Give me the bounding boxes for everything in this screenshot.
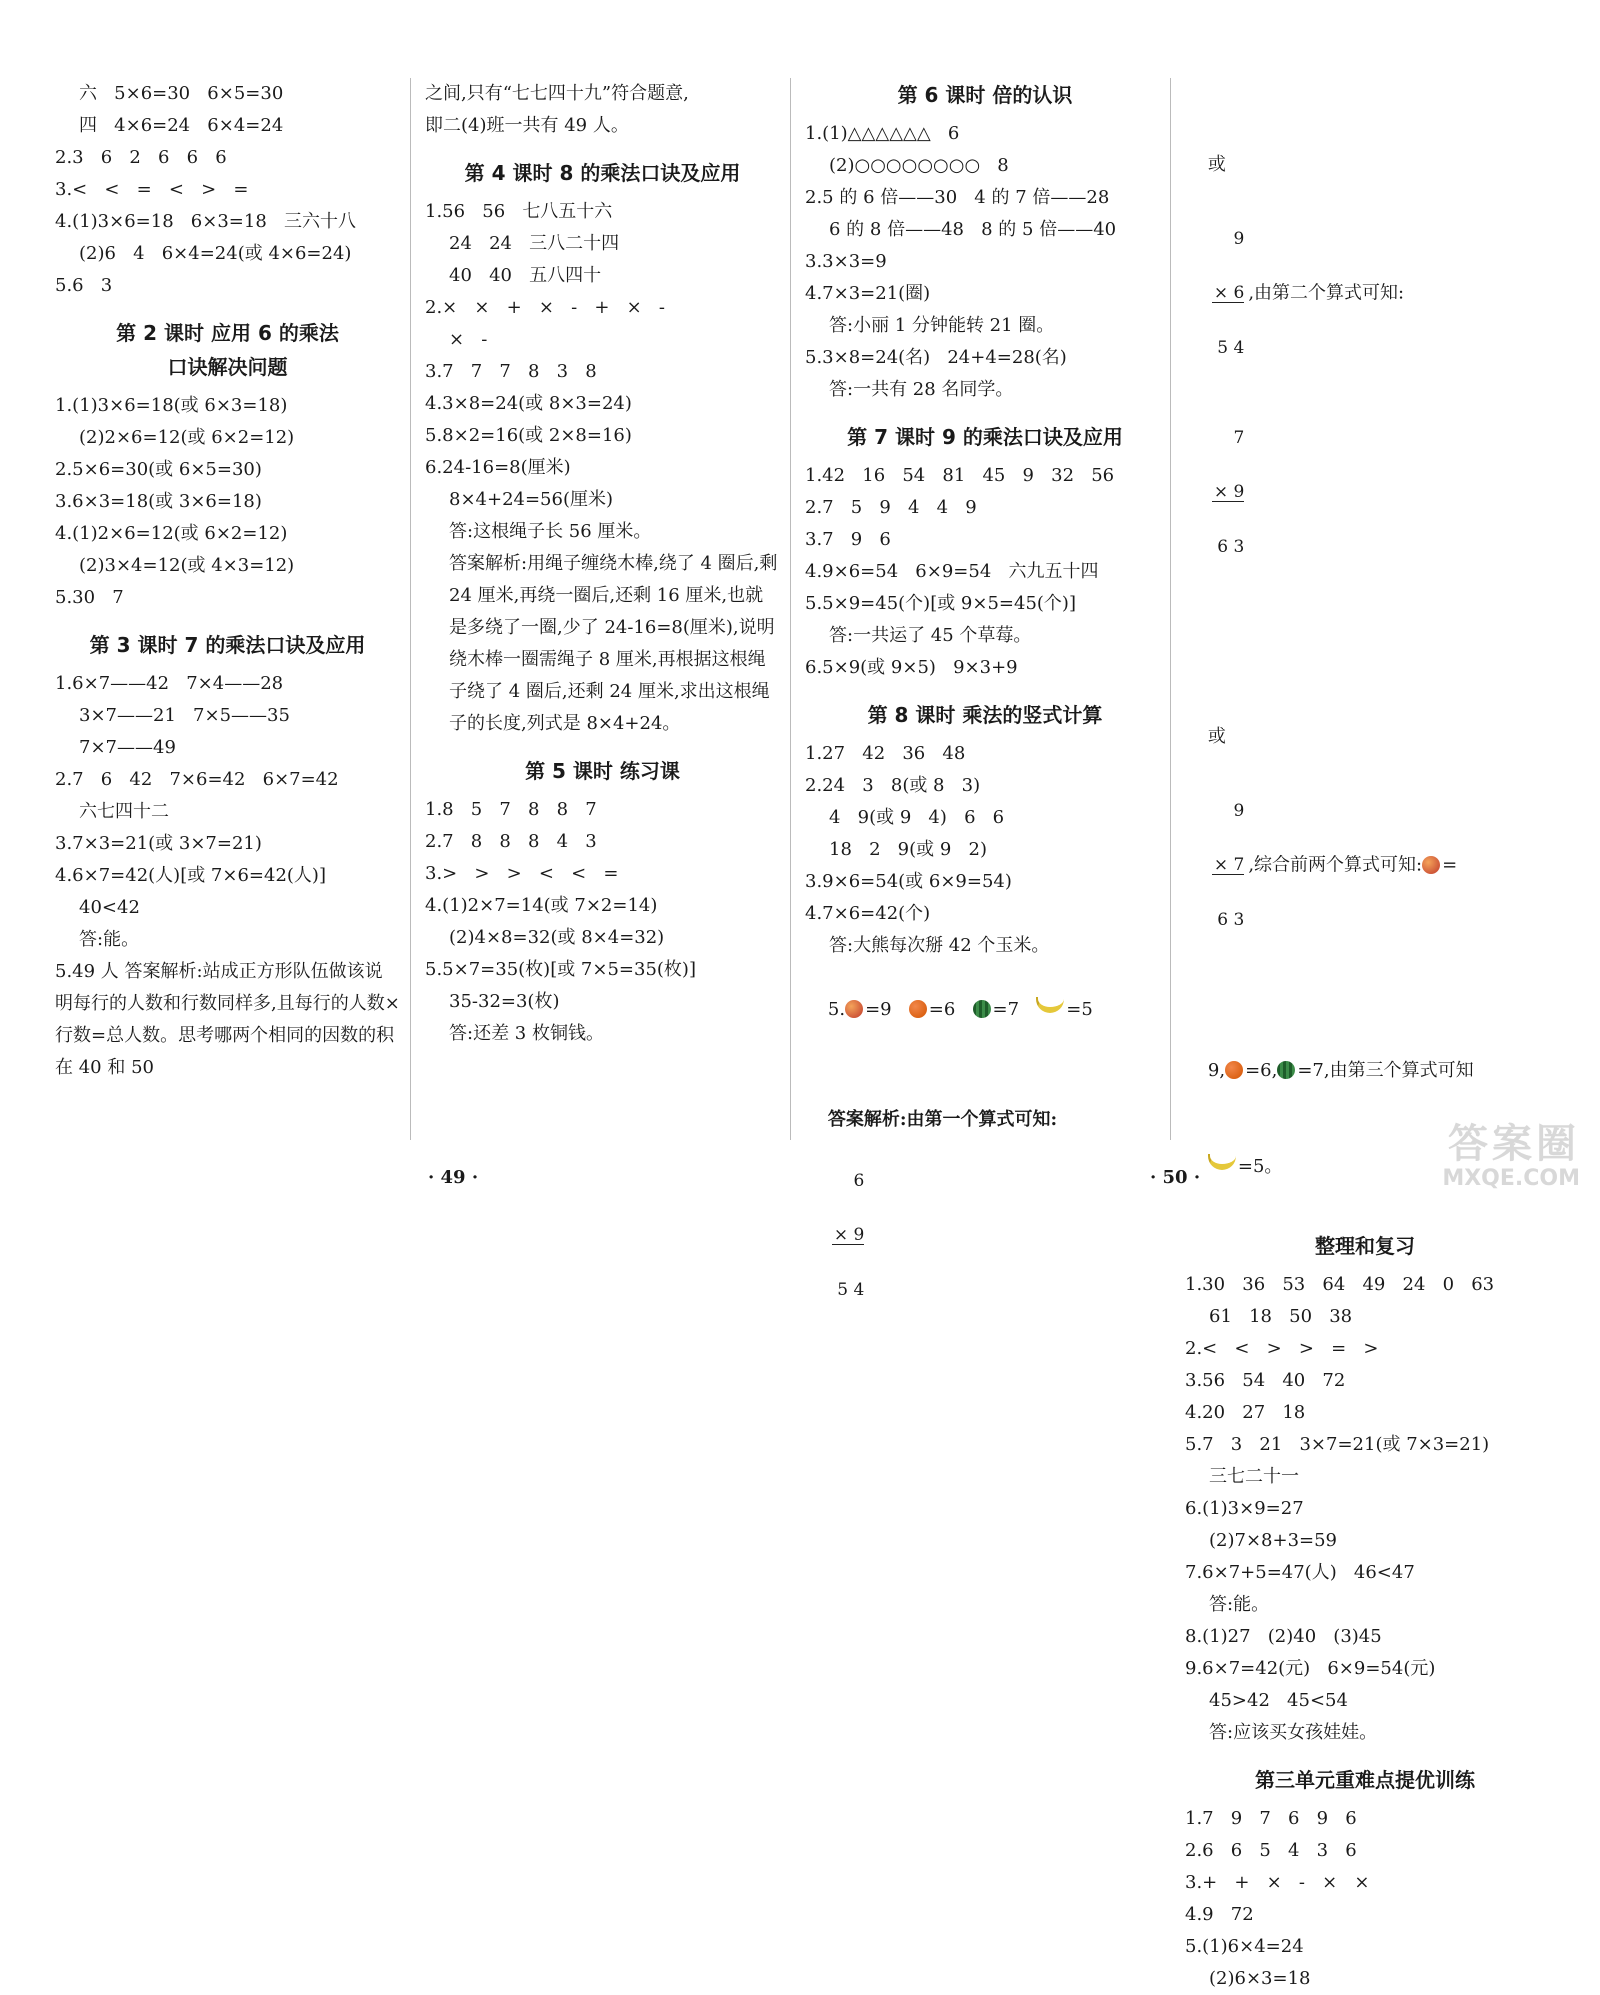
- answer-line: 三七二十一: [1209, 1466, 1299, 1487]
- answer-line: 2.× × + × - + × -: [425, 297, 665, 318]
- page-number-right: · 50 ·: [1150, 1167, 1201, 1188]
- answer-line: 4.(1)3×6=18 6×3=18 三六十八: [55, 211, 356, 232]
- explanation-text: 答案解析:由第一个算式可知:: [827, 1109, 1058, 1130]
- answer-line: 5.(1)6×4=24: [1185, 1936, 1304, 1957]
- text: =5。: [1237, 1156, 1283, 1177]
- watermelon-value: =7: [992, 999, 1020, 1020]
- answer-line: 之间,只有“七七四十九”符合题意,: [425, 83, 689, 104]
- answer-line: 答:一共有 28 名同学。: [829, 379, 1014, 400]
- text: =6,: [1245, 1060, 1278, 1081]
- banana-icon: [1036, 997, 1064, 1013]
- answer-line: 35-32=3(枚): [449, 991, 560, 1012]
- answer-line: 2.< < > > = >: [1185, 1338, 1379, 1359]
- watermelon-icon: [973, 1000, 991, 1018]
- answer-line: [1185, 1023, 1545, 1119]
- answer-line: 8×4+24=56(厘米): [449, 489, 614, 510]
- answer-line: 40 40 五八四十: [449, 265, 602, 286]
- answer-line: 6.24-16=8(厘米): [425, 457, 571, 478]
- multiplier: × 9: [1213, 482, 1245, 502]
- answer-line: 答:小丽 1 分钟能转 21 圈。: [829, 315, 1055, 336]
- product: 5 4: [837, 1280, 865, 1300]
- answer-line: 3.< < = < > =: [55, 179, 249, 200]
- banana-icon: [1208, 1154, 1236, 1170]
- answer-line: 答:能。: [79, 929, 140, 950]
- answer-line: 1.7 9 7 6 9 6: [1185, 1808, 1357, 1829]
- watermelon-icon: [1277, 1061, 1295, 1079]
- answer-line: 答:这根绳子长 56 厘米。: [449, 521, 652, 542]
- answer-line: 5.8×2=16(或 2×8=16): [425, 425, 632, 446]
- answer-line: 3.7×3=21(或 3×7=21): [55, 833, 262, 854]
- text: 或: [1207, 726, 1226, 747]
- answer-line: 4.(1)2×7=14(或 7×2=14): [425, 895, 658, 916]
- vertical-multiplication: [1212, 393, 1244, 592]
- page-number-left: · 49 ·: [428, 1167, 479, 1188]
- answer-line: 9.6×7=42(元) 6×9=54(元): [1185, 1658, 1436, 1679]
- answer-line: 4 9(或 9 4) 6 6: [829, 807, 1005, 828]
- answer-column-1: [55, 78, 400, 1160]
- answer-line: 6.5×9(或 9×5) 9×3+9: [805, 657, 1018, 678]
- answer-line: (2)6×3=18: [1209, 1968, 1311, 1989]
- answer-line: (2)7×8+3=59: [1209, 1530, 1338, 1551]
- answer-line: 18 2 9(或 9 2): [829, 839, 987, 860]
- answer-explanation: 5.49 人 答案解析:站成正方形队伍做该说明每行的人数和行数同样多,且每行的人数×行数=总人数。思考哪两个相同的因数的积在 40 和 50: [55, 961, 400, 1078]
- multiplier: × 6: [1213, 283, 1245, 303]
- answer-line: 1.(1)△△△△△△ 6: [805, 123, 960, 144]
- answer-line: 2.7 6 42 7×6=42 6×7=42: [55, 769, 339, 790]
- multiplier: × 9: [833, 1225, 865, 1245]
- answer-line: 3×7——21 7×5——35: [79, 705, 290, 726]
- product: 5 4: [1217, 338, 1245, 358]
- answer-line: 8.(1)27 (2)40 (3)45: [1185, 1626, 1382, 1647]
- answer-explanation: 答案解析:用绳子缠绕木棒,绕了 4 圈后,剩 24 厘米,再绕一圈后,还剩 16 厘米,也就是多绕了一圈,少了 24-16=8(厘米),说明绕木棒一圈需绳子 8 厘米,再根据这根绳子绕了 4 圈后,还剩 24 厘米,求出这根绳子的长度,列式是 8×4+24。: [449, 553, 778, 734]
- answer-line: 5.7 3 21 3×7=21(或 7×3=21): [1185, 1434, 1490, 1455]
- fruit-answer-line: [805, 962, 1165, 1058]
- answer-line: 1.8 5 7 8 8 7: [425, 799, 597, 820]
- answer-line: 1.30 36 53 64 49 24 0 63: [1185, 1274, 1495, 1295]
- answer-line: 61 18 50 38: [1209, 1306, 1353, 1327]
- answer-line: 5.6 3: [55, 275, 113, 296]
- answer-line: 4.(1)2×6=12(或 6×2=12): [55, 523, 288, 544]
- answer-line: 1.56 56 七八五十六: [425, 201, 613, 222]
- answer-line: 2.3 6 2 6 6 6: [55, 147, 227, 168]
- answer-line: 6 的 8 倍——48 8 的 5 倍——40: [829, 219, 1117, 240]
- text: =7,由第三个算式可知: [1297, 1060, 1474, 1081]
- apple-icon: [845, 1000, 863, 1018]
- multiplicand: 6: [853, 1171, 865, 1191]
- answer-line: (2)3×4=12(或 4×3=12): [79, 555, 295, 576]
- answer-line: 3.56 54 40 72: [1185, 1370, 1346, 1391]
- answer-line: 24 24 三八二十四: [449, 233, 620, 254]
- section-title: 第三单元重难点提优训练: [1255, 1768, 1475, 1792]
- answer-line: 45>42 45<54: [1209, 1690, 1348, 1711]
- watermark-title: 答案圈: [1448, 1121, 1580, 1167]
- apple-icon: [1422, 856, 1440, 874]
- multiplier: × 7: [1213, 855, 1245, 875]
- section-title: 第 4 课时 8 的乘法口诀及应用: [464, 161, 741, 185]
- answer-line: 3.> > > < < =: [425, 863, 619, 884]
- section-title: 第 8 课时 乘法的竖式计算: [867, 703, 1103, 727]
- answer-line: (2)6 4 6×4=24(或 4×6=24): [79, 243, 352, 264]
- answer-line: 3.9×6=54(或 6×9=54): [805, 871, 1012, 892]
- answer-line: (2)2×6=12(或 6×2=12): [79, 427, 295, 448]
- answer-line: 六 5×6=30 6×5=30: [79, 83, 284, 104]
- text: ,综合前两个算式可知:: [1248, 854, 1423, 876]
- multiplicand: 9: [1233, 801, 1245, 821]
- answer-line: 40<42: [79, 897, 140, 918]
- banana-value: =5: [1066, 999, 1093, 1020]
- answer-line: 4.7×6=42(个): [805, 903, 931, 924]
- answer-line: [1185, 78, 1545, 650]
- vertical-multiplication: [1212, 766, 1244, 965]
- answer-line: 答:能。: [1209, 1594, 1270, 1615]
- answer-line: 2.24 3 8(或 8 3): [805, 775, 981, 796]
- answer-line: 即二(4)班一共有 49 人。: [425, 115, 629, 136]
- answer-line: × -: [449, 329, 488, 350]
- answer-line: 3.7 7 7 8 3 8: [425, 361, 597, 382]
- column-divider: [1170, 78, 1171, 1140]
- orange-icon: [1225, 1061, 1243, 1079]
- answer-line: 答:大熊每次掰 42 个玉米。: [829, 935, 1050, 956]
- answer-line: 2.5 的 6 倍——30 4 的 7 倍——28: [805, 187, 1110, 208]
- apple-value: =9: [865, 999, 892, 1020]
- answer-line: 7.6×7+5=47(人) 46<47: [1185, 1562, 1415, 1583]
- answer-line: 3.+ + × - × ×: [1185, 1872, 1370, 1893]
- answer-line: 4.20 27 18: [1185, 1402, 1306, 1423]
- answer-line: 4.9 72: [1185, 1904, 1254, 1925]
- answer-line: 答:一共运了 45 个草莓。: [829, 625, 1032, 646]
- section-title: 第 2 课时 应用 6 的乘法: [116, 321, 339, 345]
- item-number: 5.: [827, 999, 846, 1020]
- answer-line: 5.5×9=45(个)[或 9×5=45(个)]: [805, 593, 1076, 614]
- answer-line: 1.(1)3×6=18(或 6×3=18): [55, 395, 288, 416]
- answer-line: 6.(1)3×9=27: [1185, 1498, 1304, 1519]
- column-divider: [790, 78, 791, 1140]
- answer-line: 答:还差 3 枚铜钱。: [449, 1023, 604, 1044]
- answer-line: 1.42 16 54 81 45 9 32 56: [805, 465, 1115, 486]
- answer-line: 1.6×7——42 7×4——28: [55, 673, 284, 694]
- answer-line: 7×7——49: [79, 737, 176, 758]
- answer-line: 3.3×3=9: [805, 251, 887, 272]
- answer-line: 2.7 5 9 4 4 9: [805, 497, 977, 518]
- watermark-logo: [1442, 1122, 1580, 1192]
- answer-line: 2.6 6 5 4 3 6: [1185, 1840, 1357, 1861]
- orange-icon: [909, 1000, 927, 1018]
- answer-line: 六七四十二: [79, 801, 169, 822]
- answer-line: [1185, 650, 1545, 1023]
- answer-line: 4.6×7=42(人)[或 7×6=42(人)]: [55, 865, 326, 886]
- answer-line: 4.9×6=54 6×9=54 六九五十四: [805, 561, 1099, 582]
- answer-line: 4.7×3=21(圈): [805, 283, 931, 304]
- section-title: 第 3 课时 7 的乘法口诀及应用: [89, 633, 366, 657]
- answer-line: (2)4×8=32(或 8×4=32): [449, 927, 665, 948]
- answer-line: 4.3×8=24(或 8×3=24): [425, 393, 632, 414]
- text: 9,: [1207, 1060, 1226, 1081]
- answer-line: 3.6×3=18(或 3×6=18): [55, 491, 262, 512]
- answer-line: 2.5×6=30(或 6×5=30): [55, 459, 262, 480]
- product: 6 3: [1217, 537, 1245, 557]
- vertical-multiplication: [1212, 194, 1244, 393]
- multiplicand: 7: [1233, 428, 1245, 448]
- answer-line: 1.27 42 36 48: [805, 743, 966, 764]
- vertical-multiplication: [832, 1136, 864, 1335]
- answer-column-2: [425, 78, 780, 1160]
- orange-value: =6: [928, 999, 956, 1020]
- multiplicand: 9: [1233, 229, 1245, 249]
- section-title: 第 5 课时 练习课: [525, 759, 680, 783]
- answer-line: 2.7 8 8 8 4 3: [425, 831, 597, 852]
- answer-line: 答:应该买女孩娃娃。: [1209, 1722, 1378, 1743]
- answer-line: 四 4×6=24 6×4=24: [79, 115, 284, 136]
- product: 6 3: [1217, 910, 1245, 930]
- answer-line: 3.7 9 6: [805, 529, 891, 550]
- answer-line: 5.30 7: [55, 587, 124, 608]
- answer-column-3: [805, 78, 1165, 1300]
- watermark-url: MXQE.COM: [1442, 1166, 1580, 1191]
- text: =: [1442, 854, 1458, 876]
- answer-explanation: [805, 1072, 1165, 1367]
- answer-line: (2)○○○○○○○○ 8: [829, 155, 1009, 176]
- answer-line: 5.3×8=24(名) 24+4=28(名): [805, 347, 1067, 368]
- section-title: 口诀解决问题: [167, 355, 288, 379]
- section-title: 第 6 课时 倍的认识: [897, 83, 1073, 107]
- text: ,由第二个算式可知:: [1248, 282, 1405, 304]
- section-title: 第 7 课时 9 的乘法口诀及应用: [847, 425, 1123, 449]
- column-divider: [410, 78, 411, 1140]
- section-title: 整理和复习: [1315, 1234, 1415, 1258]
- text: 或: [1207, 154, 1226, 175]
- answer-line: 5.5×7=35(枚)[或 7×5=35(枚)]: [425, 959, 696, 980]
